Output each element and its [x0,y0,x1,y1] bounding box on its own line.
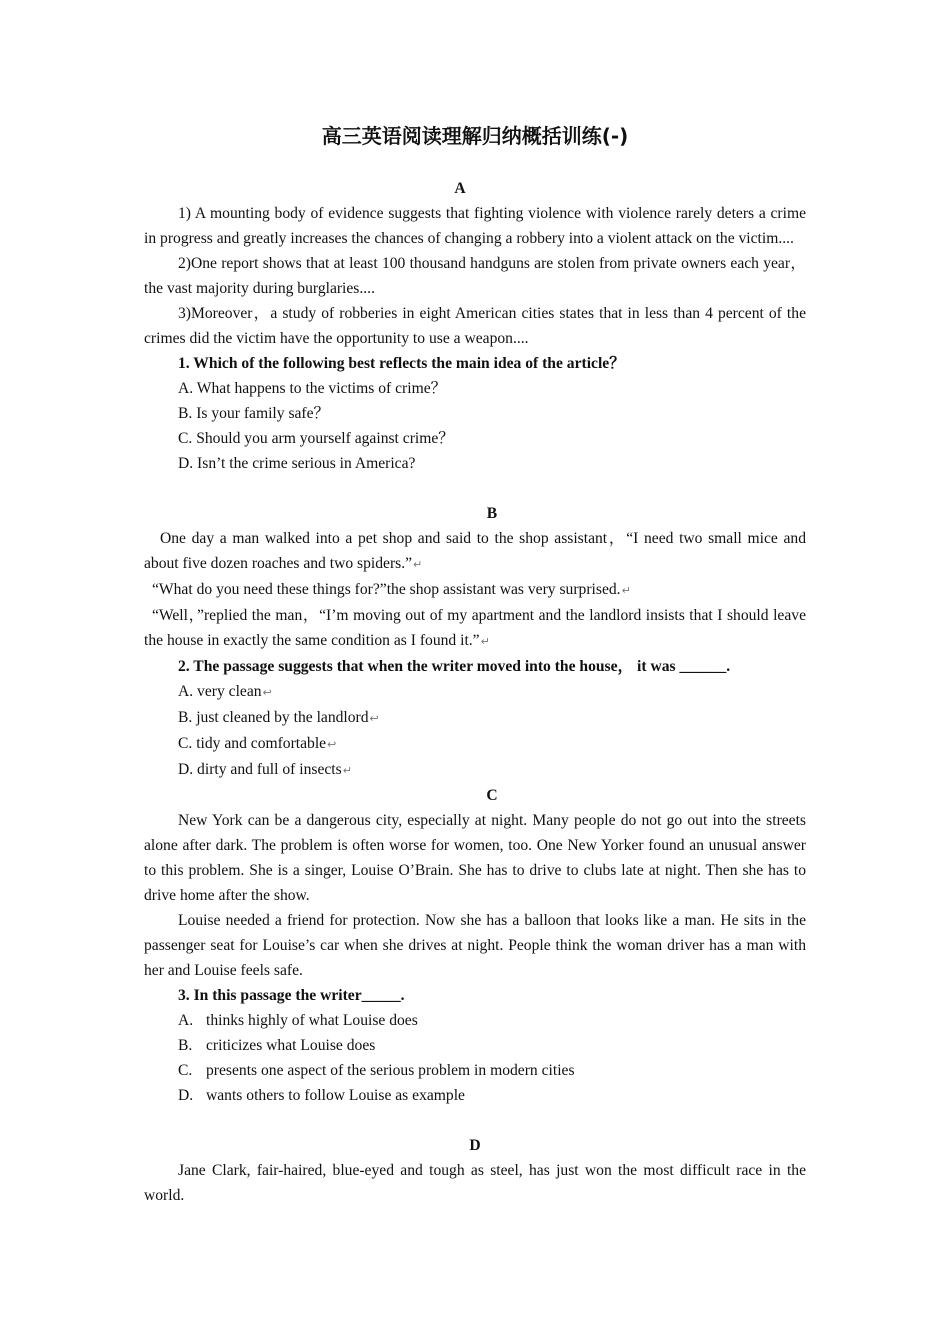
line-break-mark-icon: ↩ [369,712,379,725]
question-1: 1. Which of the following best reflects the main idea of the article？ [178,355,625,372]
section-a [144,176,806,476]
option-text: C. tidy and comfortable [178,735,327,752]
section-c-paragraph: Louise needed a friend for protection. Now she has a balloon that looks like a man. He sits in the passenger seat for Louise’s car when she drives at night. People think the woman driver has a man with her and Louise feels safe. [144,912,806,979]
section-a-paragraph: 3)Moreover，a study of robberies in eight American cities states that in less than 4 percent of the crimes did the victim have the opportunity to use a weapon.... [144,305,806,347]
question-2-option-b [144,705,806,731]
section-b-paragraph [144,526,806,577]
section-a-heading: A [454,180,466,197]
question-3: 3. In this passage the writer_____. [178,987,405,1004]
question-3-option-c [144,1058,806,1083]
paragraph-mark-icon: ↵ [342,764,352,777]
option-text: D. dirty and full of insects [178,761,342,778]
paragraph-text: “Well，”replied the man，“I’m moving out of my apartment and the landlord insists that I should leave the house in exactly the same condition as I found it.” [144,607,806,649]
question-2-option-c [144,731,806,757]
question-1-option-c: C. Should you arm yourself against crime？ [178,430,454,447]
section-b-heading: B [486,505,498,522]
paragraph-mark-icon: ↵ [413,558,423,571]
paragraph-text: One day a man walked into a pet shop and said to the shop assistant，“I need two small mice and about five dozen roaches and two spiders.” [144,530,806,572]
option-letter: D. [178,1087,194,1104]
section-c-paragraph: New York can be a dangerous city, especially at night. Many people do not go out into the streets alone after dark. The problem is often worse for women, too. One New Yorker found an unusual answer to this problem. She is a singer, Louise O’Brain. She has to drive to clubs late at night. Then she has to drive home after the show. [144,812,806,904]
question-2-option-a [144,679,806,705]
section-a-paragraph: 1) A mounting body of evidence suggests that fighting violence with violence rarely deters a crime in progress and greatly increases the chances of changing a robbery into a violent attack on the victim.... [144,205,806,247]
section-c-heading: C [486,787,498,804]
question-1-option-b: B. Is your family safe？ [178,405,330,422]
option-text: thinks highly of what Louise does [206,1012,418,1029]
document-page [144,118,806,1208]
section-d [144,1133,806,1208]
section-d-paragraph: Jane Clark, fair-haired, blue-eyed and tough as steel, has just won the most difficult race in the world. [144,1162,806,1204]
paragraph-text: “What do you need these things for?”the shop assistant was very surprised. [152,581,621,598]
section-c [144,783,806,1108]
section-b [144,501,806,783]
paragraph-mark-icon: ↵ [480,635,490,648]
question-2: 2. The passage suggests that when the writer moved into the house， it was ______. [178,658,731,675]
option-letter: C. [178,1062,193,1079]
line-break-mark-icon: ↩ [327,738,337,751]
question-1-option-d: D. Isn’t the crime serious in America? [178,455,416,472]
option-text: criticizes what Louise does [206,1037,376,1054]
document-title: 高三英语阅读理解归纳概括训练(-) [321,124,629,148]
section-b-paragraph [144,577,806,603]
question-2-option-d [144,757,806,783]
question-1-option-a: A. What happens to the victims of crime？ [178,380,447,397]
option-text: B. just cleaned by the landlord [178,709,369,726]
section-d-heading: D [469,1137,481,1154]
option-text: presents one aspect of the serious problem in modern cities [206,1062,575,1079]
option-text: A. very clean [178,683,262,700]
section-a-paragraph: 2)One report shows that at least 100 thousand handguns are stolen from private owners each year，the vast majority during burglaries.... [144,255,806,297]
question-3-option-a [144,1008,806,1033]
paragraph-mark-icon: ↵ [621,584,631,597]
option-letter: A. [178,1012,194,1029]
option-letter: B. [178,1037,193,1054]
option-text: wants others to follow Louise as example [206,1087,465,1104]
line-break-mark-icon: ↩ [262,686,272,699]
section-b-paragraph [144,603,806,654]
question-3-option-b [144,1033,806,1058]
question-3-option-d [144,1083,806,1108]
